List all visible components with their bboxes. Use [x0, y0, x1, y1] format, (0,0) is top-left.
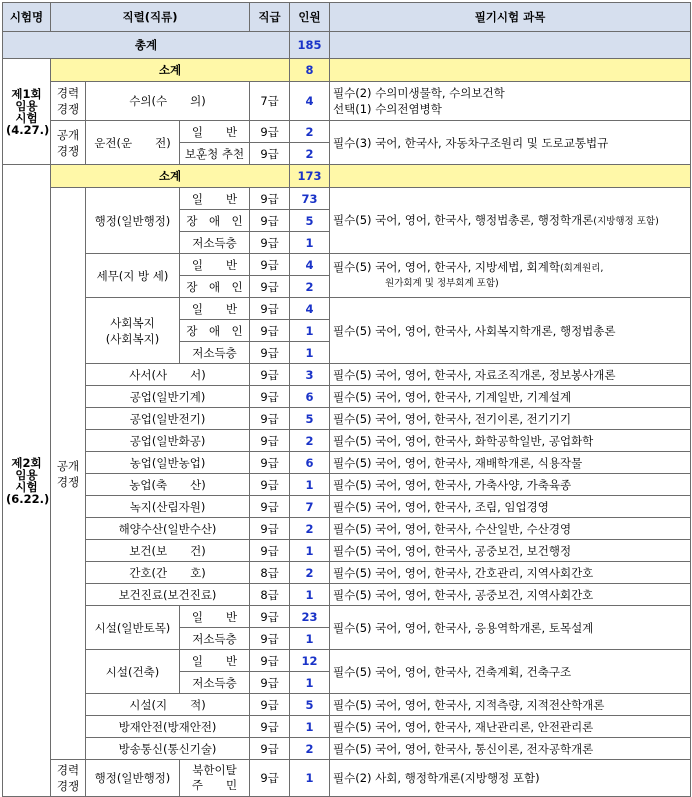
grade: 9급 [250, 474, 290, 496]
table-row [3, 584, 691, 606]
table-row [3, 430, 691, 452]
grade: 9급 [250, 628, 290, 650]
table-row [3, 760, 691, 797]
count: 1 [290, 760, 330, 797]
grade: 9급 [250, 738, 290, 760]
grade: 9급 [250, 386, 290, 408]
round2-subtotal-row [3, 165, 691, 188]
subjects: 필수(5) 국어, 영어, 한국사, 자료조직개론, 정보봉사개론 [330, 364, 691, 386]
table-row [3, 496, 691, 518]
total-row [3, 32, 691, 59]
round1-subtotal-row [3, 59, 691, 82]
grade: 9급 [250, 452, 290, 474]
round1-subtotal-count: 8 [290, 59, 330, 82]
count: 3 [290, 364, 330, 386]
grade: 9급 [250, 694, 290, 716]
table-row [3, 606, 691, 628]
count: 2 [290, 276, 330, 298]
count: 2 [290, 518, 330, 540]
subjects: 필수(5) 국어, 영어, 한국사, 간호관리, 지역사회간호 [330, 562, 691, 584]
count: 1 [290, 474, 330, 496]
total-count: 185 [290, 32, 330, 59]
job-name: 사회복지 (사회복지) [86, 298, 180, 364]
job-name: 보건(보 건) [86, 540, 250, 562]
job-sub: 일 반 [180, 188, 250, 210]
table-row [3, 694, 691, 716]
job-name: 공업(일반화공) [86, 430, 250, 452]
job-name: 농업(일반농업) [86, 452, 250, 474]
header-subjects: 필기시험 과목 [330, 3, 691, 32]
table-row [3, 364, 691, 386]
subjects: 필수(5) 국어, 영어, 한국사, 기계일반, 기계설계 [330, 386, 691, 408]
grade: 7급 [250, 82, 290, 121]
job-sub: 일 반 [180, 606, 250, 628]
header-job: 직렬(직류) [51, 3, 250, 32]
grade: 9급 [250, 430, 290, 452]
subjects: 필수(2) 수의미생물학, 수의보건학 선택(1) 수의전염병학 [330, 82, 691, 121]
count: 5 [290, 408, 330, 430]
job-name: 보건진료(보건진료) [86, 584, 250, 606]
round2-subtotal-count: 173 [290, 165, 330, 188]
count: 1 [290, 628, 330, 650]
count: 2 [290, 143, 330, 165]
table-row [3, 121, 691, 143]
job-sub: 일 반 [180, 121, 250, 143]
subjects: 필수(5) 국어, 영어, 한국사, 행정법총론, 행정학개론(지방행정 포함) [330, 188, 691, 254]
subjects: 필수(5) 국어, 영어, 한국사, 수산일반, 수산경영 [330, 518, 691, 540]
grade: 9급 [250, 364, 290, 386]
table-row [3, 562, 691, 584]
count: 4 [290, 298, 330, 320]
header-exam: 시험명 [3, 3, 51, 32]
count: 12 [290, 650, 330, 672]
subjects: 필수(5) 국어, 영어, 한국사, 지방세법, 회계학(회계원리, 원가회계 및 정부회계 포함) [330, 254, 691, 298]
table-row [3, 82, 691, 121]
count: 4 [290, 82, 330, 121]
job-name: 시설(지 적) [86, 694, 250, 716]
job-sub: 일 반 [180, 298, 250, 320]
round1-open-type: 공개 경쟁 [51, 121, 86, 165]
job-name: 농업(축 산) [86, 474, 250, 496]
count: 1 [290, 584, 330, 606]
job-sub: 보훈청 추천 [180, 143, 250, 165]
round2-subtotal-empty [330, 165, 691, 188]
job-name: 공업(일반기계) [86, 386, 250, 408]
job-name: 사서(사 서) [86, 364, 250, 386]
count: 1 [290, 232, 330, 254]
grade: 9급 [250, 672, 290, 694]
table-row [3, 188, 691, 210]
grade: 8급 [250, 584, 290, 606]
count: 6 [290, 452, 330, 474]
count: 1 [290, 320, 330, 342]
round2-open-type: 공개 경쟁 [51, 188, 86, 760]
table-row [3, 298, 691, 320]
count: 1 [290, 672, 330, 694]
grade: 9급 [250, 760, 290, 797]
job-name: 해양수산(일반수산) [86, 518, 250, 540]
round2-career-type: 경력 경쟁 [51, 760, 86, 797]
job-sub: 저소득층 [180, 672, 250, 694]
count: 2 [290, 121, 330, 143]
grade: 9급 [250, 276, 290, 298]
round2-subtotal-label: 소계 [51, 165, 290, 188]
job-name: 행정(일반행정) [86, 760, 180, 797]
count: 7 [290, 496, 330, 518]
count: 73 [290, 188, 330, 210]
job-sub: 저소득층 [180, 232, 250, 254]
grade: 9급 [250, 518, 290, 540]
job-sub: 일 반 [180, 254, 250, 276]
subjects: 필수(5) 국어, 영어, 한국사, 공중보건, 보건행정 [330, 540, 691, 562]
table-row [3, 254, 691, 276]
job-sub: 북한이탈 주 민 [180, 760, 250, 797]
subjects: 필수(5) 국어, 영어, 한국사, 사회복지학개론, 행정법총론 [330, 298, 691, 364]
count: 2 [290, 738, 330, 760]
job-name: 행정(일반행정) [86, 188, 180, 254]
job-sub: 저소득층 [180, 628, 250, 650]
subjects: 필수(5) 국어, 영어, 한국사, 지적측량, 지적전산학개론 [330, 694, 691, 716]
count: 5 [290, 210, 330, 232]
subjects: 필수(5) 국어, 영어, 한국사, 응용역학개론, 토목설계 [330, 606, 691, 650]
total-label: 총계 [3, 32, 290, 59]
count: 23 [290, 606, 330, 628]
job-name: 공업(일반전기) [86, 408, 250, 430]
table-row [3, 650, 691, 672]
grade: 9급 [250, 650, 290, 672]
count: 1 [290, 540, 330, 562]
job-name: 세무(지 방 세) [86, 254, 180, 298]
subjects: 필수(5) 국어, 영어, 한국사, 화학공학일반, 공업화학 [330, 430, 691, 452]
job-sub: 저소득층 [180, 342, 250, 364]
round2-name: 제2회 임용 시험 (6.22.) [3, 165, 51, 797]
subjects: 필수(5) 국어, 영어, 한국사, 가축사양, 가축육종 [330, 474, 691, 496]
table-header-row [3, 3, 691, 32]
subjects: 필수(5) 국어, 영어, 한국사, 공중보건, 지역사회간호 [330, 584, 691, 606]
header-count: 인원 [290, 3, 330, 32]
grade: 9급 [250, 408, 290, 430]
table-row [3, 452, 691, 474]
grade: 9급 [250, 716, 290, 738]
subjects: 필수(5) 국어, 영어, 한국사, 조림, 임업경영 [330, 496, 691, 518]
table-row [3, 738, 691, 760]
count: 1 [290, 716, 330, 738]
grade: 9급 [250, 254, 290, 276]
subjects: 필수(5) 국어, 영어, 한국사, 전기이론, 전기기기 [330, 408, 691, 430]
exam-table [2, 2, 691, 797]
table-row [3, 518, 691, 540]
grade: 9급 [250, 188, 290, 210]
subjects: 필수(5) 국어, 영어, 한국사, 재난관리론, 안전관리론 [330, 716, 691, 738]
grade: 9급 [250, 606, 290, 628]
grade: 9급 [250, 232, 290, 254]
job-sub: 장 애 인 [180, 276, 250, 298]
job-name: 간호(간 호) [86, 562, 250, 584]
grade: 9급 [250, 320, 290, 342]
table-row [3, 408, 691, 430]
table-row [3, 474, 691, 496]
job-name: 방재안전(방재안전) [86, 716, 250, 738]
job-name: 시설(건축) [86, 650, 180, 694]
count: 6 [290, 386, 330, 408]
count: 4 [290, 254, 330, 276]
job-name: 방송통신(통신기술) [86, 738, 250, 760]
grade: 9급 [250, 143, 290, 165]
table-row [3, 386, 691, 408]
job-name: 시설(일반토목) [86, 606, 180, 650]
subjects: 필수(5) 국어, 영어, 한국사, 통신이론, 전자공학개론 [330, 738, 691, 760]
grade: 9급 [250, 342, 290, 364]
grade: 9급 [250, 496, 290, 518]
subjects: 필수(2) 사회, 행정학개론(지방행정 포함) [330, 760, 691, 797]
header-grade: 직급 [250, 3, 290, 32]
job-name: 수의(수 의) [86, 82, 250, 121]
grade: 9급 [250, 298, 290, 320]
round1-career-type: 경력 경쟁 [51, 82, 86, 121]
grade: 9급 [250, 540, 290, 562]
subjects: 필수(5) 국어, 영어, 한국사, 재배학개론, 식용작물 [330, 452, 691, 474]
subjects: 필수(3) 국어, 한국사, 자동차구조원리 및 도로교통법규 [330, 121, 691, 165]
round1-subtotal-label: 소계 [51, 59, 290, 82]
subjects: 필수(5) 국어, 영어, 한국사, 건축계획, 건축구조 [330, 650, 691, 694]
total-empty [330, 32, 691, 59]
grade: 8급 [250, 562, 290, 584]
count: 2 [290, 562, 330, 584]
grade: 9급 [250, 121, 290, 143]
job-name: 녹지(산림자원) [86, 496, 250, 518]
table-row [3, 540, 691, 562]
grade: 9급 [250, 210, 290, 232]
job-name: 운전(운 전) [86, 121, 180, 165]
table-row [3, 716, 691, 738]
count: 2 [290, 430, 330, 452]
job-sub: 장 애 인 [180, 320, 250, 342]
count: 5 [290, 694, 330, 716]
round1-subtotal-empty [330, 59, 691, 82]
job-sub: 장 애 인 [180, 210, 250, 232]
round1-name: 제1회 임용 시험 (4.27.) [3, 59, 51, 165]
job-sub: 일 반 [180, 650, 250, 672]
count: 1 [290, 342, 330, 364]
